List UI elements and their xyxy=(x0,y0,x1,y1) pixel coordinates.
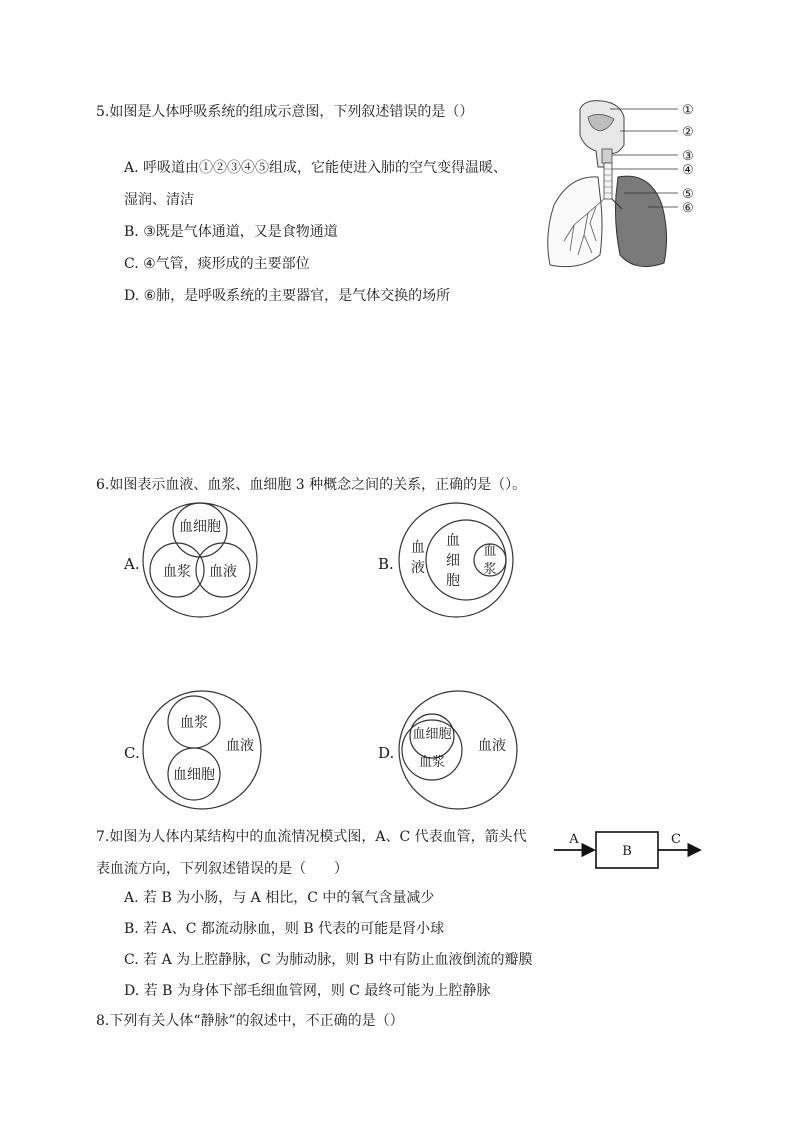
a-blood-label: 血液 xyxy=(209,564,237,580)
label-6: ⑥ xyxy=(682,201,694,216)
label-1: ① xyxy=(682,103,694,118)
question-5-stem: 5.如图是人体呼吸系统的组成示意图，下列叙述错误的是（） xyxy=(96,104,474,120)
label-2: ② xyxy=(682,125,694,140)
q5-option-a: A. 呼吸道由①②③④⑤组成，它能使进入肺的空气变得温暖、 xyxy=(124,160,508,176)
c-plasma-label: 血浆 xyxy=(180,715,208,731)
d-plasma-label: 血浆 xyxy=(418,755,446,770)
b-plasma-char1: 血 xyxy=(483,544,497,559)
q6-option-d-letter: D. xyxy=(378,744,395,762)
respiratory-system-figure xyxy=(540,95,720,275)
q6-diagram-b xyxy=(396,500,516,620)
q6-option-b-letter: B. xyxy=(378,555,394,573)
vessel-c-label: C xyxy=(671,832,681,847)
label-5: ⑤ xyxy=(682,187,694,202)
q7-blood-flow-figure xyxy=(550,825,710,875)
q5-option-d: D. ⑥肺，是呼吸系统的主要器官，是气体交换的场所 xyxy=(124,288,451,304)
q7-option-a: A. 若 B 为小肠，与 A 相比，C 中的氧气含量减少 xyxy=(124,890,435,906)
q7-option-b: B. 若 A、C 都流动脉血，则 B 代表的可能是肾小球 xyxy=(124,921,445,937)
q5-option-a-cont: 湿润、清洁 xyxy=(124,192,194,208)
q5-option-b: B. ③既是气体通道，又是食物通道 xyxy=(124,224,338,240)
d-blood-label: 血液 xyxy=(478,738,506,754)
q6-option-c-letter: C. xyxy=(124,744,140,762)
question-6-stem: 6.如图表示血液、血浆、血细胞 3 种概念之间的关系，正确的是（）。 xyxy=(96,477,527,493)
q5-option-c: C. ④气管，痰形成的主要部位 xyxy=(124,256,310,272)
q6-diagram-a xyxy=(140,500,260,620)
c-blood-cell-label: 血细胞 xyxy=(173,767,215,783)
q6-option-a-letter: A. xyxy=(124,555,140,573)
a-plasma-label: 血浆 xyxy=(163,564,191,580)
q6-diagram-d xyxy=(396,688,520,812)
c-blood-label: 血液 xyxy=(226,738,254,754)
b-cell-char1: 血 xyxy=(446,533,460,549)
q7-option-c: C. 若 A 为上腔静脉，C 为肺动脉，则 B 中有防止血液倒流的瓣膜 xyxy=(124,952,533,968)
q6-diagram-c xyxy=(140,688,264,812)
b-blood-char1: 血 xyxy=(411,540,425,556)
b-plasma-char2: 浆 xyxy=(483,562,497,577)
b-blood-char2: 液 xyxy=(411,560,425,576)
q7-option-d: D. 若 B 为身体下部毛细血管网，则 C 最终可能为上腔静脉 xyxy=(124,983,491,999)
vessel-a-label: A xyxy=(569,832,579,847)
b-cell-char3: 胞 xyxy=(446,573,460,589)
d-blood-cell-label: 血细胞 xyxy=(412,727,452,742)
question-7-stem-line2: 表血流方向，下列叙述错误的是（ ） xyxy=(96,861,348,877)
question-7-stem-line1: 7.如图为人体内某结构中的血流情况模式图，A、C 代表血管，箭头代 xyxy=(96,829,527,845)
a-blood-cell-label: 血细胞 xyxy=(179,519,221,535)
structure-b-label: B xyxy=(622,844,632,859)
label-4: ④ xyxy=(682,163,694,178)
b-cell-char2: 细 xyxy=(446,553,460,569)
label-3: ③ xyxy=(682,149,694,164)
question-8-stem: 8.下列有关人体“静脉”的叙述中，不正确的是（） xyxy=(96,1013,404,1029)
